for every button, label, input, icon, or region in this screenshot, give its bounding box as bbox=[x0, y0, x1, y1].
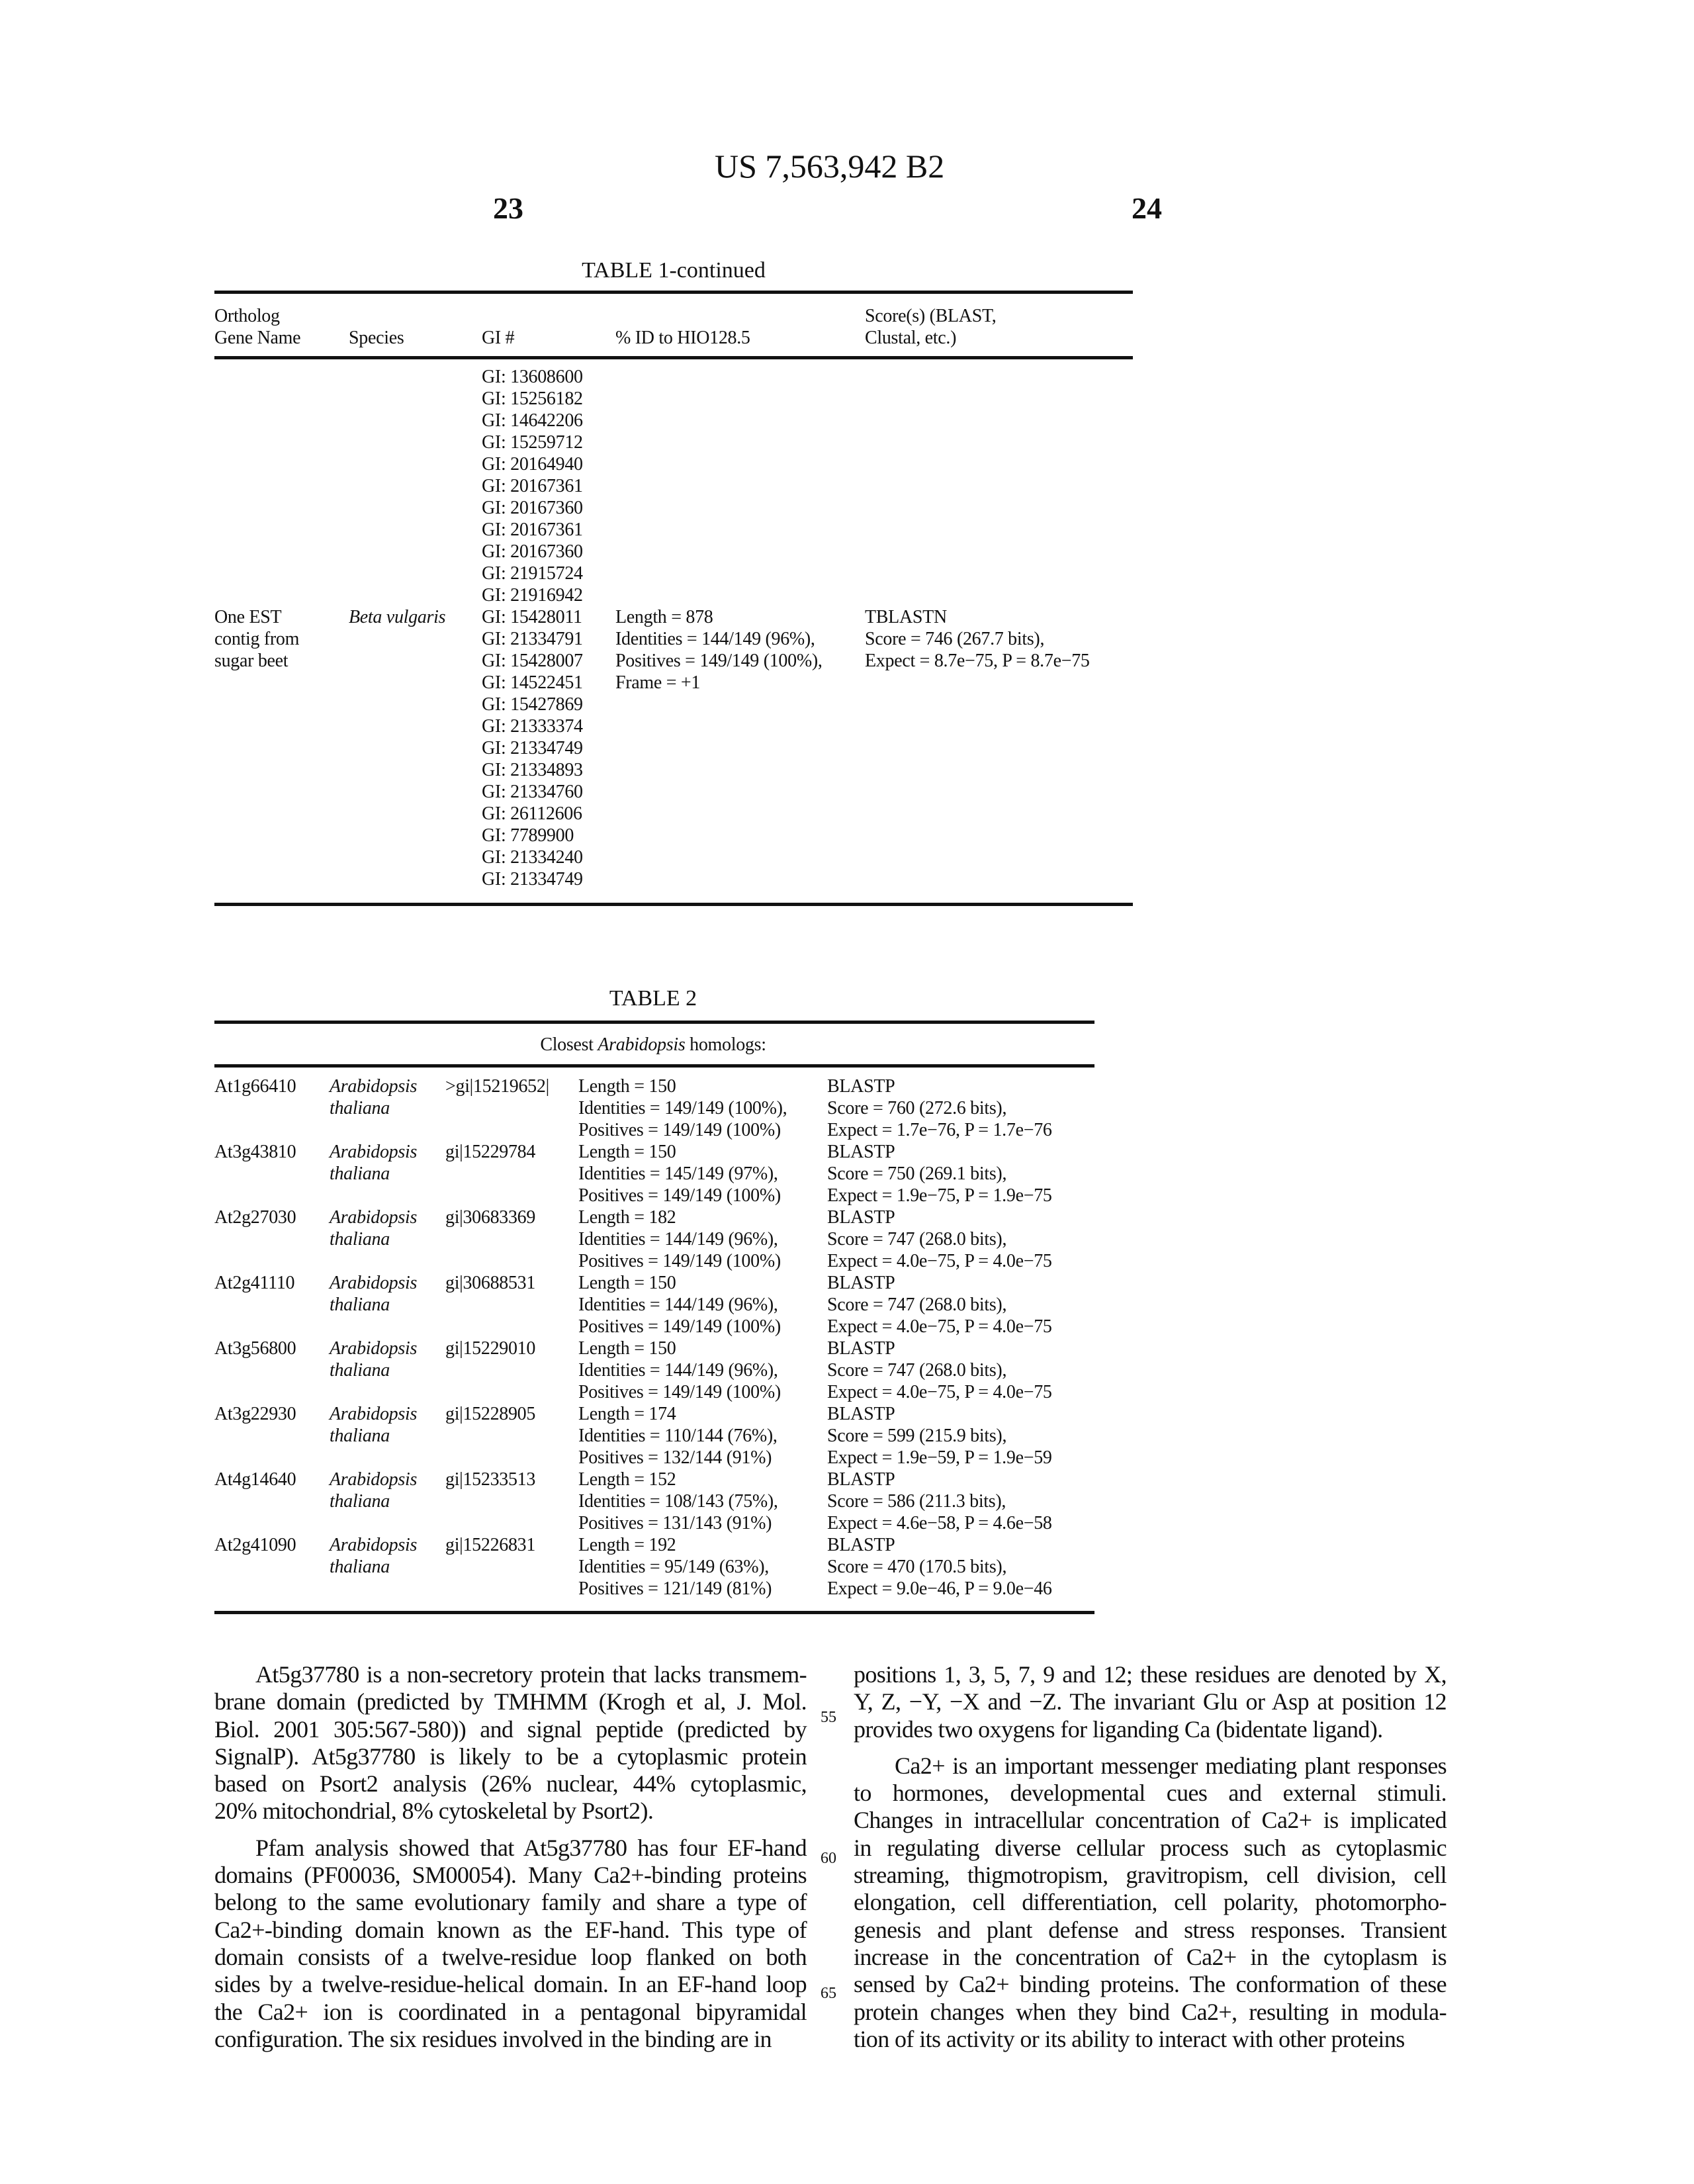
table1-header-score bbox=[865, 305, 996, 349]
pct-id-line: Positives = 149/149 (100%), bbox=[615, 650, 823, 672]
alignment-stat: Length = 182 bbox=[578, 1206, 676, 1228]
score-line: BLASTP bbox=[827, 1534, 895, 1556]
alignment-stat: Identities = 95/149 (63%), bbox=[578, 1556, 769, 1578]
header-line: Ortholog bbox=[214, 305, 300, 327]
patent-number: US 7,563,942 B2 bbox=[715, 147, 944, 185]
species: thaliana bbox=[330, 1163, 390, 1185]
gi-number: GI: 21333374 bbox=[482, 715, 583, 737]
line-number: 60 bbox=[821, 1850, 836, 1868]
header-line: Score(s) (BLAST, bbox=[865, 305, 996, 327]
gi-number: gi|15226831 bbox=[445, 1534, 535, 1556]
ortholog-gene-name: contig from bbox=[214, 628, 299, 650]
species: thaliana bbox=[330, 1359, 390, 1381]
alignment-stat: Positives = 149/149 (100%) bbox=[578, 1381, 781, 1403]
alignment-stat: Positives = 121/149 (81%) bbox=[578, 1578, 772, 1600]
score-line: Score = 586 (211.3 bits), bbox=[827, 1490, 1006, 1512]
text-line: streaming, thigmotropism, gravitropism, cell division, cell bbox=[854, 1862, 1447, 1889]
subheader-text: Closest bbox=[540, 1034, 598, 1055]
text-line: Ca2+-binding domain known as the EF-hand. This type of bbox=[214, 1917, 807, 1944]
gi-number: GI: 20164940 bbox=[482, 453, 583, 475]
alignment-stat: Identities = 108/143 (75%), bbox=[578, 1490, 778, 1512]
alignment-stat: Identities = 144/149 (96%), bbox=[578, 1294, 778, 1316]
gi-number: gi|15233513 bbox=[445, 1469, 535, 1490]
alignment-stat: Length = 150 bbox=[578, 1338, 676, 1359]
text-line: brane domain (predicted by TMHMM (Krogh et al, J. Mol. bbox=[214, 1688, 807, 1715]
text-line: Pfam analysis showed that At5g37780 has four EF-hand bbox=[214, 1835, 807, 1862]
gi-number: GI: 21334791 bbox=[482, 628, 583, 650]
ortholog-gene-name: One EST bbox=[214, 606, 281, 628]
table2-bottom-rule bbox=[214, 1611, 1094, 1614]
gi-number: GI: 15256182 bbox=[482, 388, 583, 410]
gi-number: GI: 15428007 bbox=[482, 650, 583, 672]
table2-subheader bbox=[540, 1034, 766, 1056]
score-line: Expect = 4.0e−75, P = 4.0e−75 bbox=[827, 1316, 1052, 1338]
body-left-column bbox=[214, 1661, 807, 2053]
gi-number: GI: 20167361 bbox=[482, 475, 583, 497]
text-line: elongation, cell differentiation, cell polarity, photomorpho- bbox=[854, 1889, 1447, 1916]
score-line: Expect = 8.7e−75, P = 8.7e−75 bbox=[865, 650, 1090, 672]
table1-header-rule bbox=[214, 356, 1133, 359]
score-line: Score = 747 (268.0 bits), bbox=[827, 1228, 1006, 1250]
text-line: At5g37780 is a non-secretory protein that lacks transmem- bbox=[214, 1661, 807, 1688]
alignment-stat: Positives = 149/149 (100%) bbox=[578, 1185, 781, 1206]
gi-number: GI: 21334240 bbox=[482, 846, 583, 868]
species: Beta vulgaris bbox=[349, 606, 445, 628]
gi-number: GI: 26112606 bbox=[482, 803, 582, 825]
subheader-italic: Arabidopsis bbox=[598, 1034, 685, 1055]
alignment-stat: Length = 152 bbox=[578, 1469, 676, 1490]
gi-number: gi|30683369 bbox=[445, 1206, 535, 1228]
text-line: Biol. 2001 305:567-580)) and signal peptide (predicted by bbox=[214, 1716, 807, 1743]
score-line: BLASTP bbox=[827, 1141, 895, 1163]
species: thaliana bbox=[330, 1294, 390, 1316]
alignment-stat: Positives = 131/143 (91%) bbox=[578, 1512, 772, 1534]
gi-number: GI: 14642206 bbox=[482, 410, 583, 432]
text-line: tion of its activity or its ability to interact with other proteins bbox=[854, 2026, 1447, 2053]
gi-number: GI: 21334760 bbox=[482, 781, 583, 803]
score-line: BLASTP bbox=[827, 1338, 895, 1359]
gi-number: GI: 15428011 bbox=[482, 606, 582, 628]
table2-top-rule bbox=[214, 1021, 1094, 1024]
score-line: Expect = 1.7e−76, P = 1.7e−76 bbox=[827, 1119, 1052, 1141]
text-line: sides by a twelve-residue-helical domain. In an EF-hand loop bbox=[214, 1971, 807, 1998]
species: Arabidopsis bbox=[330, 1272, 417, 1294]
text-line: protein changes when they bind Ca2+, resulting in modula- bbox=[854, 1999, 1447, 2026]
score-line: BLASTP bbox=[827, 1403, 895, 1425]
text-line: domains (PF00036, SM00054). Many Ca2+-binding proteins bbox=[214, 1862, 807, 1889]
score-line: Expect = 4.0e−75, P = 4.0e−75 bbox=[827, 1250, 1052, 1272]
text-line: to hormones, developmental cues and external stimuli. bbox=[854, 1780, 1447, 1807]
alignment-stat: Identities = 149/149 (100%), bbox=[578, 1097, 787, 1119]
alignment-stat: Length = 150 bbox=[578, 1141, 676, 1163]
table2-header-rule bbox=[214, 1064, 1094, 1068]
table1-header-gi: GI # bbox=[482, 327, 514, 349]
gi-number: GI: 21334749 bbox=[482, 737, 583, 759]
body-right-column bbox=[854, 1661, 1447, 2053]
subheader-text: homologs: bbox=[685, 1034, 766, 1055]
paragraph bbox=[854, 1661, 1447, 1743]
gi-number: GI: 7789900 bbox=[482, 825, 574, 846]
text-line: 20% mitochondrial, 8% cytoskeletal by Psort2). bbox=[214, 1797, 807, 1825]
table1-bottom-rule bbox=[214, 903, 1133, 906]
gene-id: At3g56800 bbox=[214, 1338, 296, 1359]
gi-number: GI: 21915724 bbox=[482, 563, 583, 584]
gene-id: At4g14640 bbox=[214, 1469, 296, 1490]
alignment-stat: Length = 174 bbox=[578, 1403, 676, 1425]
species: thaliana bbox=[330, 1097, 390, 1119]
text-line: genesis and plant defense and stress responses. Transient bbox=[854, 1917, 1447, 1944]
gene-id: At2g27030 bbox=[214, 1206, 296, 1228]
species: thaliana bbox=[330, 1425, 390, 1447]
page-number-left: 23 bbox=[493, 191, 523, 226]
score-line: Score = 747 (268.0 bits), bbox=[827, 1294, 1006, 1316]
score-line: Score = 760 (272.6 bits), bbox=[827, 1097, 1006, 1119]
species: Arabidopsis bbox=[330, 1469, 417, 1490]
score-line: BLASTP bbox=[827, 1469, 895, 1490]
gene-id: At2g41110 bbox=[214, 1272, 294, 1294]
gi-number: GI: 21916942 bbox=[482, 584, 583, 606]
text-line: belong to the same evolutionary family and share a type of bbox=[214, 1889, 807, 1916]
text-line: positions 1, 3, 5, 7, 9 and 12; these residues are denoted by X, bbox=[854, 1661, 1447, 1688]
table1-header-ortholog bbox=[214, 305, 300, 349]
score-line: Expect = 1.9e−75, P = 1.9e−75 bbox=[827, 1185, 1052, 1206]
alignment-stat: Positives = 149/149 (100%) bbox=[578, 1250, 781, 1272]
species: Arabidopsis bbox=[330, 1338, 417, 1359]
gi-number: GI: 21334893 bbox=[482, 759, 583, 781]
gi-number: GI: 15259712 bbox=[482, 432, 583, 453]
gene-id: At2g41090 bbox=[214, 1534, 296, 1556]
gi-number: gi|15228905 bbox=[445, 1403, 535, 1425]
score-line: BLASTP bbox=[827, 1206, 895, 1228]
species: Arabidopsis bbox=[330, 1075, 417, 1097]
score-line: Score = 746 (267.7 bits), bbox=[865, 628, 1044, 650]
alignment-stat: Length = 192 bbox=[578, 1534, 676, 1556]
score-line: Expect = 1.9e−59, P = 1.9e−59 bbox=[827, 1447, 1052, 1469]
score-line: TBLASTN bbox=[865, 606, 947, 628]
text-line: configuration. The six residues involved in the binding are in bbox=[214, 2026, 807, 2053]
alignment-stat: Identities = 110/144 (76%), bbox=[578, 1425, 778, 1447]
alignment-stat: Length = 150 bbox=[578, 1075, 676, 1097]
alignment-stat: Positives = 149/149 (100%) bbox=[578, 1316, 781, 1338]
paragraph bbox=[214, 1661, 807, 1825]
table2-caption: TABLE 2 bbox=[609, 986, 697, 1011]
gi-number: GI: 20167360 bbox=[482, 497, 583, 519]
line-number: 65 bbox=[821, 1985, 836, 2003]
gene-id: At3g22930 bbox=[214, 1403, 296, 1425]
line-number: 55 bbox=[821, 1709, 836, 1727]
species: thaliana bbox=[330, 1490, 390, 1512]
score-line: Score = 750 (269.1 bits), bbox=[827, 1163, 1006, 1185]
species: Arabidopsis bbox=[330, 1206, 417, 1228]
paragraph bbox=[854, 1752, 1447, 2053]
score-line: Score = 470 (170.5 bits), bbox=[827, 1556, 1006, 1578]
text-line: in regulating diverse cellular process such as cytoplasmic bbox=[854, 1835, 1447, 1862]
text-line: domain consists of a twelve-residue loop flanked on both bbox=[214, 1944, 807, 1971]
alignment-stat: Identities = 145/149 (97%), bbox=[578, 1163, 778, 1185]
score-line: Score = 599 (215.9 bits), bbox=[827, 1425, 1006, 1447]
alignment-stat: Length = 150 bbox=[578, 1272, 676, 1294]
text-line: Y, Z, −Y, −X and −Z. The invariant Glu or Asp at position 12 bbox=[854, 1688, 1447, 1715]
species: thaliana bbox=[330, 1228, 390, 1250]
gi-number: GI: 21334749 bbox=[482, 868, 583, 890]
table1-caption: TABLE 1-continued bbox=[582, 258, 766, 283]
paragraph-gap bbox=[854, 1743, 1447, 1752]
gi-number: gi|30688531 bbox=[445, 1272, 535, 1294]
pct-id-line: Identities = 144/149 (96%), bbox=[615, 628, 815, 650]
species: Arabidopsis bbox=[330, 1534, 417, 1556]
score-line: Expect = 9.0e−46, P = 9.0e−46 bbox=[827, 1578, 1052, 1600]
text-line: based on Psort2 analysis (26% nuclear, 44% cytoplasmic, bbox=[214, 1770, 807, 1797]
gene-id: At3g43810 bbox=[214, 1141, 296, 1163]
header-line: Clustal, etc.) bbox=[865, 327, 996, 349]
ortholog-gene-name: sugar beet bbox=[214, 650, 288, 672]
header-line: Gene Name bbox=[214, 327, 300, 349]
gi-number: gi|15229784 bbox=[445, 1141, 535, 1163]
alignment-stat: Positives = 132/144 (91%) bbox=[578, 1447, 772, 1469]
gi-number: GI: 14522451 bbox=[482, 672, 583, 694]
text-line: Changes in intracellular concentration of Ca2+ is implicated bbox=[854, 1807, 1447, 1834]
species: Arabidopsis bbox=[330, 1403, 417, 1425]
alignment-stat: Positives = 149/149 (100%) bbox=[578, 1119, 781, 1141]
gi-number: GI: 20167360 bbox=[482, 541, 583, 563]
score-line: Score = 747 (268.0 bits), bbox=[827, 1359, 1006, 1381]
table1-header-pct-id: % ID to HIO128.5 bbox=[615, 327, 750, 349]
text-line: sensed by Ca2+ binding proteins. The conformation of these bbox=[854, 1971, 1447, 1998]
gene-id: At1g66410 bbox=[214, 1075, 296, 1097]
pct-id-line: Frame = +1 bbox=[615, 672, 700, 694]
text-line: increase in the concentration of Ca2+ in the cytoplasm is bbox=[854, 1944, 1447, 1971]
score-line: Expect = 4.0e−75, P = 4.0e−75 bbox=[827, 1381, 1052, 1403]
species: Arabidopsis bbox=[330, 1141, 417, 1163]
alignment-stat: Identities = 144/149 (96%), bbox=[578, 1228, 778, 1250]
alignment-stat: Identities = 144/149 (96%), bbox=[578, 1359, 778, 1381]
text-line: Ca2+ is an important messenger mediating plant responses bbox=[854, 1752, 1447, 1780]
gi-number: GI: 20167361 bbox=[482, 519, 583, 541]
paragraph-gap bbox=[214, 1825, 807, 1835]
text-line: provides two oxygens for liganding Ca (bidentate ligand). bbox=[854, 1716, 1447, 1743]
pct-id-line: Length = 878 bbox=[615, 606, 713, 628]
gi-number: GI: 13608600 bbox=[482, 366, 583, 388]
text-line: the Ca2+ ion is coordinated in a pentagonal bipyramidal bbox=[214, 1999, 807, 2026]
score-line: Expect = 4.6e−58, P = 4.6e−58 bbox=[827, 1512, 1052, 1534]
text-line: SignalP). At5g37780 is likely to be a cytoplasmic protein bbox=[214, 1743, 807, 1770]
paragraph bbox=[214, 1835, 807, 2053]
species: thaliana bbox=[330, 1556, 390, 1578]
gi-number: GI: 15427869 bbox=[482, 694, 583, 715]
page-number-right: 24 bbox=[1132, 191, 1162, 226]
table1-top-rule bbox=[214, 291, 1133, 294]
score-line: BLASTP bbox=[827, 1075, 895, 1097]
score-line: BLASTP bbox=[827, 1272, 895, 1294]
gi-number: >gi|15219652| bbox=[445, 1075, 549, 1097]
gi-number: gi|15229010 bbox=[445, 1338, 535, 1359]
table1-header-species: Species bbox=[349, 327, 404, 349]
